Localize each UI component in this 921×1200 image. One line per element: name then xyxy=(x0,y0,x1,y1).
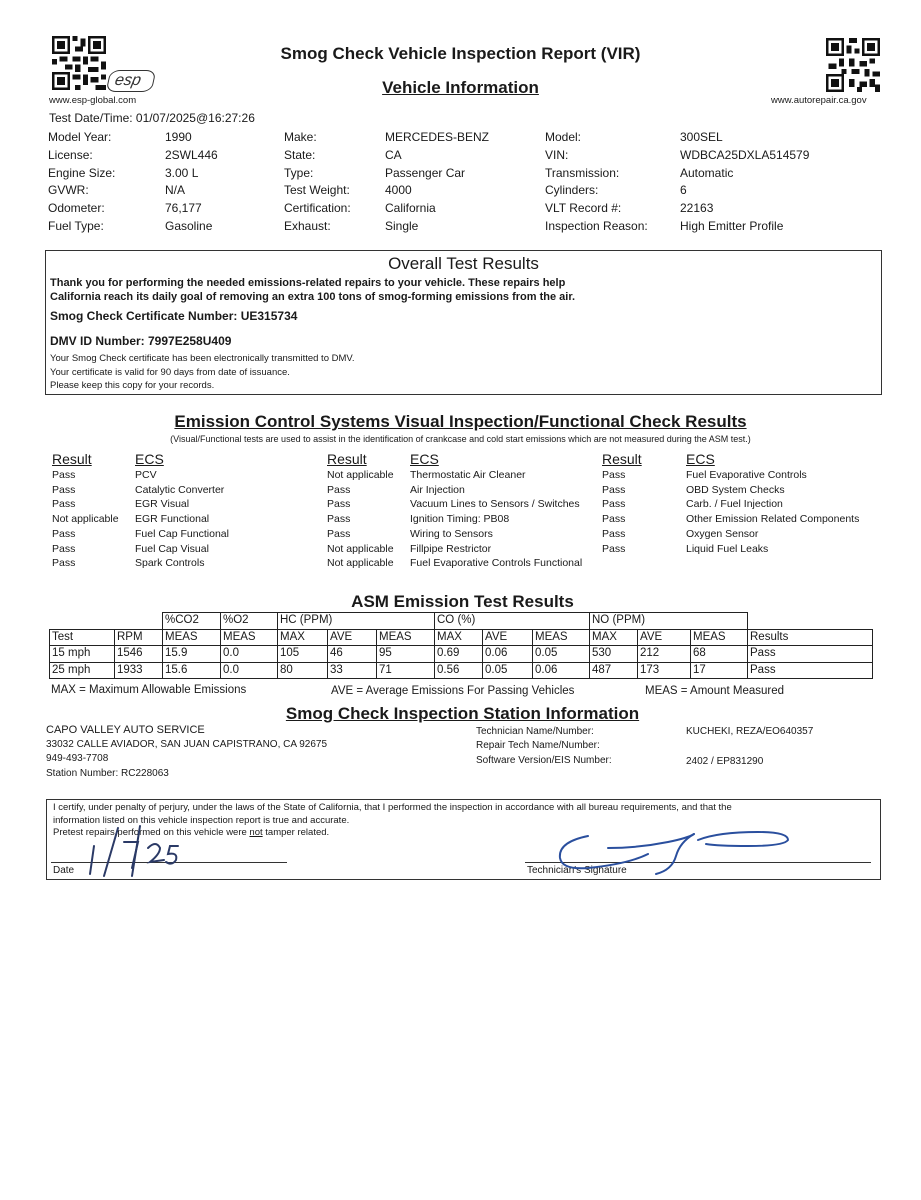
ecs-row xyxy=(327,468,602,483)
ecs-result: Pass xyxy=(327,527,351,540)
right-url: www.autorepair.ca.gov xyxy=(771,95,867,106)
vehicle-field-value: Single xyxy=(385,218,419,233)
vehicle-field-value: 3.00 L xyxy=(165,165,199,180)
vehicle-field-value: 22163 xyxy=(680,201,714,216)
transmit-note: Your Smog Check certificate has been electronically transmitted to DMV. xyxy=(50,353,355,364)
asm-cell: 95 xyxy=(377,646,435,663)
asm-result-row xyxy=(50,662,873,679)
vehicle-field-label: Cylinders: xyxy=(545,183,599,198)
technician-signature xyxy=(548,812,808,892)
asm-cell: 530 xyxy=(590,646,638,663)
asm-cell: 487 xyxy=(590,662,638,679)
vehicle-field-value: MERCEDES-BENZ xyxy=(385,130,490,144)
ecs-row xyxy=(602,542,876,557)
vehicle-field-label: VLT Record #: xyxy=(545,201,622,216)
ecs-row xyxy=(52,512,325,527)
ecs-header-row xyxy=(52,450,325,468)
asm-cell: 15.6 xyxy=(163,662,221,679)
ecs-result: Pass xyxy=(327,513,351,526)
asm-cell: 46 xyxy=(328,646,377,663)
ecs-result: Pass xyxy=(602,498,626,511)
ecs-result: Not applicable xyxy=(327,542,394,555)
asm-cell: 173 xyxy=(638,662,691,679)
asm-column-header: MEAS xyxy=(163,629,221,646)
vehicle-field-label: State: xyxy=(284,147,316,162)
signature-label: Technician's Signature xyxy=(527,865,627,876)
vehicle-field-label: Transmission: xyxy=(545,165,620,180)
asm-cell: 0.56 xyxy=(435,662,483,679)
asm-cell: 0.69 xyxy=(435,646,483,663)
ecs-result: Not applicable xyxy=(327,557,394,570)
asm-title: ASM Emission Test Results xyxy=(351,592,574,611)
asm-group-header-row xyxy=(50,613,873,630)
asm-cell: 212 xyxy=(638,646,691,663)
cert-line-3-not: not xyxy=(249,827,263,838)
software-label: Software Version/EIS Number: xyxy=(476,755,612,766)
ecs-system: Fuel Evaporative Controls xyxy=(686,469,807,481)
ecs-row xyxy=(327,556,602,571)
overall-results-title: Overall Test Results xyxy=(388,254,539,273)
station-phone: 949-493-7708 xyxy=(46,753,109,764)
ecs-result-header: Result xyxy=(327,451,367,467)
ecs-result: Pass xyxy=(52,527,76,540)
ecs-name-header: ECS xyxy=(135,451,164,467)
vehicle-field-label: Odometer: xyxy=(48,201,105,216)
asm-group-header: %CO2 xyxy=(163,613,221,630)
ecs-row xyxy=(602,512,876,527)
ecs-row xyxy=(52,497,325,512)
ecs-system: EGR Functional xyxy=(135,513,210,526)
ecs-row xyxy=(52,468,325,483)
asm-cell: 0.0 xyxy=(221,646,278,663)
asm-cell: 68 xyxy=(691,646,748,663)
ecs-row xyxy=(602,483,876,498)
legend-ave: AVE = Average Emissions For Passing Vehicles xyxy=(331,685,575,697)
ecs-result: Pass xyxy=(52,483,76,496)
ecs-row xyxy=(52,527,325,542)
vehicle-field-label: License: xyxy=(48,147,93,162)
vehicle-field-label: Certification: xyxy=(284,201,351,216)
ecs-result: Pass xyxy=(52,557,76,570)
ecs-name-header: ECS xyxy=(686,451,715,467)
vehicle-field-value: WDBCA25DXLA514579 xyxy=(680,147,810,162)
ecs-system: OBD System Checks xyxy=(686,483,785,496)
vehicle-field-label: Make: xyxy=(284,130,317,144)
vehicle-info-row xyxy=(48,165,830,183)
ecs-result: Pass xyxy=(52,498,76,511)
asm-result-row xyxy=(50,646,873,663)
thanks-line-1: Thank you for performing the needed emissions-related repairs to your vehicle. These repairs help xyxy=(50,277,566,289)
handwritten-date xyxy=(80,818,190,878)
vehicle-field-label: Exhaust: xyxy=(284,218,331,233)
asm-cell: 1933 xyxy=(115,662,163,679)
asm-column-header: AVE xyxy=(328,629,377,646)
asm-cell: 105 xyxy=(278,646,328,663)
ecs-system: Spark Controls xyxy=(135,557,205,570)
asm-cell: 15 mph xyxy=(50,646,115,663)
asm-column-header: MEAS xyxy=(691,629,748,646)
cert-line-1: I certify, under penalty of perjury, under the laws of the State of California, that I performed the inspection in accordance with all bureau requirements, and that the xyxy=(53,802,732,813)
asm-column-header: MEAS xyxy=(533,629,590,646)
station-number: Station Number: RC228063 xyxy=(46,768,169,779)
ecs-result-header: Result xyxy=(602,451,642,467)
vehicle-info-title: Vehicle Information xyxy=(382,78,539,97)
test-datetime: Test Date/Time: 01/07/2025@16:27:26 xyxy=(49,111,255,125)
ecs-result: Pass xyxy=(327,483,351,496)
dmv-id-number: DMV ID Number: 7997E258U409 xyxy=(50,334,232,348)
esp-logo-text: esp xyxy=(113,72,143,89)
ecs-system: Oxygen Sensor xyxy=(686,527,759,540)
asm-column-header: RPM xyxy=(115,629,163,646)
asm-cell: 0.06 xyxy=(483,646,533,663)
ecs-row xyxy=(52,542,325,557)
ecs-row xyxy=(602,527,876,542)
ecs-result: Pass xyxy=(602,542,626,555)
ecs-row xyxy=(327,512,602,527)
vehicle-field-value: 300SEL xyxy=(680,130,723,144)
vehicle-info-table xyxy=(48,129,830,236)
vehicle-field-label: Type: xyxy=(284,165,314,180)
asm-cell: 80 xyxy=(278,662,328,679)
asm-column-header: MEAS xyxy=(377,629,435,646)
ecs-row xyxy=(327,542,602,557)
ecs-result: Pass xyxy=(602,527,626,540)
ecs-result: Not applicable xyxy=(327,469,394,481)
asm-cell: 0.0 xyxy=(221,662,278,679)
vehicle-field-value: N/A xyxy=(165,183,186,198)
asm-cell: 0.06 xyxy=(533,662,590,679)
ecs-system: Other Emission Related Components xyxy=(686,513,860,526)
vehicle-field-value: 2SWL446 xyxy=(165,147,218,162)
vehicle-field-value: 4000 xyxy=(385,183,412,198)
asm-group-header: %O2 xyxy=(221,613,278,630)
asm-column-header: Test xyxy=(50,629,115,646)
report-title: Smog Check Vehicle Inspection Report (VIR) xyxy=(280,44,641,63)
asm-group-header: HC (PPM) xyxy=(278,613,435,630)
asm-cell: 0.05 xyxy=(533,646,590,663)
ecs-system: Fuel Cap Visual xyxy=(135,542,209,555)
ecs-system: Thermostatic Air Cleaner xyxy=(410,469,526,481)
cert-line-2: information listed on this vehicle inspection report is true and accurate. xyxy=(53,815,350,826)
ecs-row xyxy=(52,556,325,571)
overall-results-box xyxy=(45,250,882,395)
ecs-result: Not applicable xyxy=(52,513,119,526)
ecs-result: Pass xyxy=(602,469,626,481)
station-name: CAPO VALLEY AUTO SERVICE xyxy=(46,724,205,736)
asm-cell: Pass xyxy=(748,662,873,679)
ecs-result: Pass xyxy=(602,513,626,526)
ecs-name-header: ECS xyxy=(410,451,439,467)
vehicle-info-row xyxy=(48,218,830,236)
asm-cell: 15.9 xyxy=(163,646,221,663)
ecs-result: Pass xyxy=(327,498,351,511)
asm-results-table xyxy=(49,612,873,679)
ecs-title: Emission Control Systems Visual Inspection/Functional Check Results xyxy=(174,412,747,431)
vehicle-field-label: VIN: xyxy=(545,147,569,162)
vehicle-field-value: CA xyxy=(385,147,402,162)
vehicle-field-label: Model: xyxy=(545,130,582,144)
vehicle-field-value: 76,177 xyxy=(165,201,202,216)
asm-cell: 1546 xyxy=(115,646,163,663)
vehicle-field-value: Passenger Car xyxy=(385,165,466,180)
asm-column-header: AVE xyxy=(483,629,533,646)
asm-cell: Pass xyxy=(748,646,873,663)
vehicle-field-label: GVWR: xyxy=(48,183,89,198)
asm-cell: 25 mph xyxy=(50,662,115,679)
asm-column-header: MAX xyxy=(435,629,483,646)
asm-cell: 17 xyxy=(691,662,748,679)
vehicle-field-label: Model Year: xyxy=(48,130,112,144)
asm-cell: 71 xyxy=(377,662,435,679)
cert-line-3-pre: Pretest repairs performed on this vehicle were xyxy=(53,827,250,838)
date-label: Date xyxy=(53,865,75,876)
ecs-row xyxy=(327,527,602,542)
ecs-header-row xyxy=(327,450,602,468)
ecs-row xyxy=(327,483,602,498)
certificate-number: Smog Check Certificate Number: UE315734 xyxy=(50,309,298,323)
ecs-system: Catalytic Converter xyxy=(135,483,225,496)
ecs-row xyxy=(52,483,325,498)
thanks-line-2: California reach its daily goal of removing an extra 100 tons of smog-forming emissions from the air. xyxy=(50,291,576,303)
asm-column-header: Results xyxy=(748,629,873,646)
ecs-row xyxy=(602,468,876,483)
vehicle-field-value: High Emitter Profile xyxy=(680,218,784,233)
asm-empty-cell xyxy=(50,613,163,630)
left-url: www.esp-global.com xyxy=(49,95,137,106)
ecs-system: Ignition Timing: PB08 xyxy=(410,513,510,526)
ecs-row xyxy=(602,497,876,512)
ecs-system: EGR Visual xyxy=(135,498,190,511)
ecs-result: Pass xyxy=(52,542,76,555)
vehicle-info-row xyxy=(48,129,830,147)
station-address: 33032 CALLE AVIADOR, SAN JUAN CAPISTRANO, CA 92675 xyxy=(46,739,328,750)
vehicle-field-value: 6 xyxy=(680,183,687,198)
asm-column-header: AVE xyxy=(638,629,691,646)
ecs-column-1 xyxy=(52,450,325,571)
ecs-column-3 xyxy=(602,450,876,556)
vehicle-field-label: Test Weight: xyxy=(284,183,350,198)
ecs-system: Fuel Evaporative Controls Functional xyxy=(410,557,583,570)
asm-empty-cell xyxy=(748,613,873,630)
station-title: Smog Check Inspection Station Information xyxy=(285,704,640,723)
vehicle-field-label: Inspection Reason: xyxy=(545,218,648,233)
ecs-result-header: Result xyxy=(52,451,92,467)
legend-max: MAX = Maximum Allowable Emissions xyxy=(51,684,247,696)
repair-tech-label: Repair Tech Name/Number: xyxy=(476,740,600,751)
vehicle-info-row xyxy=(48,200,830,218)
vehicle-field-label: Engine Size: xyxy=(48,165,116,180)
asm-group-header: CO (%) xyxy=(435,613,590,630)
vehicle-info-row xyxy=(48,182,830,200)
asm-column-header: MAX xyxy=(278,629,328,646)
ecs-system: PCV xyxy=(135,469,157,481)
vehicle-field-label: Fuel Type: xyxy=(48,218,104,233)
vehicle-field-value: California xyxy=(385,201,436,216)
ecs-row xyxy=(327,497,602,512)
ecs-system: Fuel Cap Functional xyxy=(135,527,229,540)
ecs-system: Carb. / Fuel Injection xyxy=(686,498,783,511)
ecs-system: Fillpipe Restrictor xyxy=(410,542,492,555)
vehicle-field-value: Gasoline xyxy=(165,218,213,233)
cert-line-3-post: tamper related. xyxy=(262,827,330,838)
ecs-result: Pass xyxy=(602,483,626,496)
legend-meas: MEAS = Amount Measured xyxy=(645,685,785,697)
tech-name-label: Technician Name/Number: xyxy=(476,726,594,737)
validity-note: Your certificate is valid for 90 days from date of issuance. xyxy=(50,367,290,378)
ecs-result: Pass xyxy=(52,469,76,481)
asm-cell: 33 xyxy=(328,662,377,679)
asm-column-header: MEAS xyxy=(221,629,278,646)
ecs-note: (Visual/Functional tests are used to assist in the identification of crankcase and cold start emissions which are not measured during the ASM test.) xyxy=(170,434,751,444)
vehicle-field-value: Automatic xyxy=(680,165,734,180)
asm-group-header: NO (PPM) xyxy=(590,613,748,630)
ecs-system: Wiring to Sensors xyxy=(410,527,493,540)
ecs-column-2 xyxy=(327,450,602,571)
software-value: 2402 / EP831290 xyxy=(686,756,764,767)
asm-column-header-row xyxy=(50,629,873,646)
asm-column-header: MAX xyxy=(590,629,638,646)
ecs-system: Liquid Fuel Leaks xyxy=(686,542,769,555)
vehicle-field-value: 1990 xyxy=(165,130,192,144)
vehicle-info-row xyxy=(48,147,830,165)
ecs-system: Air Injection xyxy=(410,483,465,496)
ecs-header-row xyxy=(602,450,876,468)
asm-cell: 0.05 xyxy=(483,662,533,679)
keep-copy-note: Please keep this copy for your records. xyxy=(50,380,215,391)
tech-name-value: KUCHEKI, REZA/EO640357 xyxy=(686,726,814,737)
ecs-system: Vacuum Lines to Sensors / Switches xyxy=(410,498,580,511)
